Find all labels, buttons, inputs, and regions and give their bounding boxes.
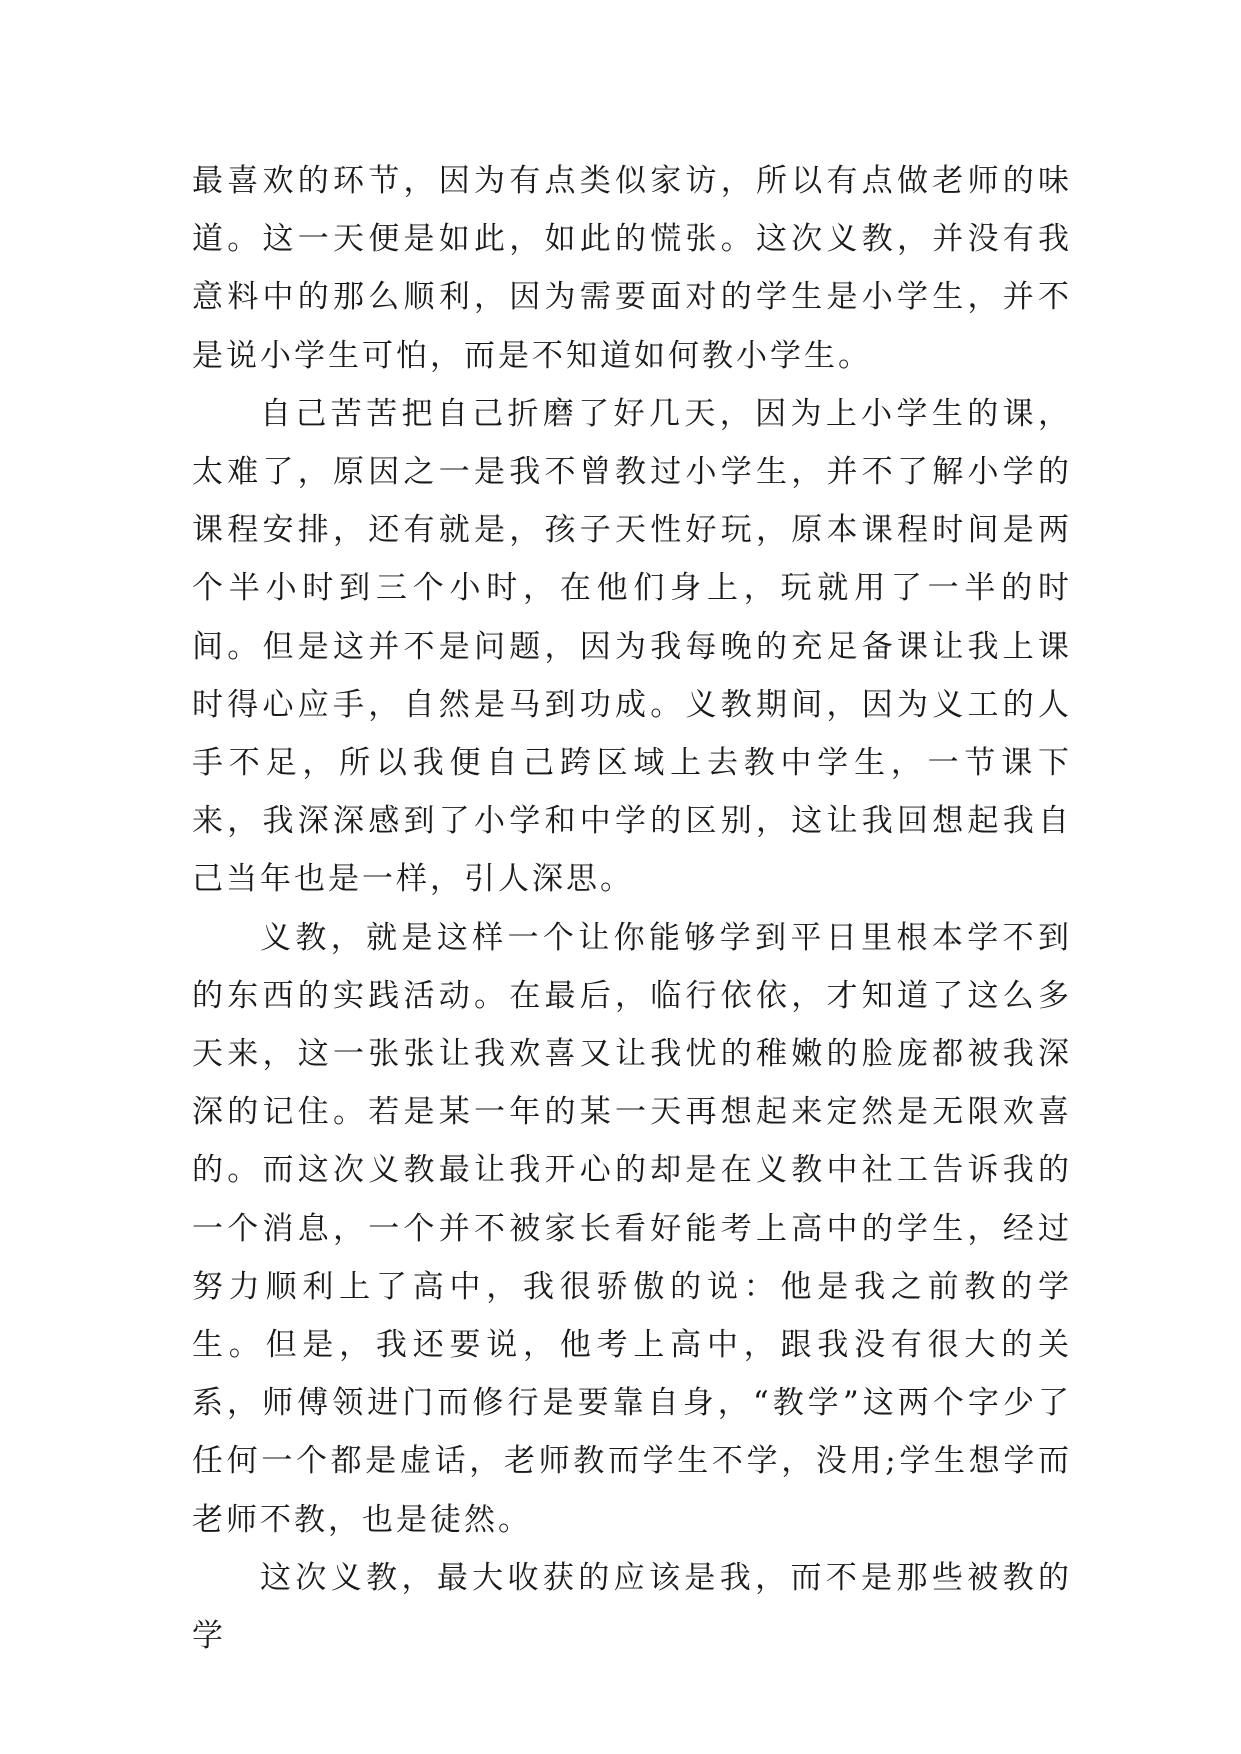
paragraph-2: 自己苦苦把自己折磨了好几天，因为上小学生的课，太难了，原因之一是我不曾教过小学生，并不了解小学的课程安排，还有就是，孩子天性好玩，原本课程时间是两个半小时到三个小时，在他们身上，玩就用了一半的时间。但是这并不是问题，因为我每晚的充足备课让我上课时得心应手，自然是马到功成。义教期间，因为义工的人手不足，所以我便自己跨区域上去教中学生，一节课下来，我深深感到了小学和中学的区别，这让我回想起我自己当年也是一样，引人深思。 bbox=[192, 395, 1072, 898]
paragraph-1: 最喜欢的环节，因为有点类似家访，所以有点做老师的味道。这一天便是如此，如此的慌张。这次义教，并没有我意料中的那么顺利，因为需要面对的学生是小学生，并不是说小学生可怕，而是不知道如何教小学生。 bbox=[192, 163, 1072, 374]
body-text bbox=[192, 152, 1072, 1665]
paragraph-4: 这次义教，最大收获的应该是我，而不是那些被教的学 bbox=[192, 1559, 1072, 1655]
paragraph-3: 义教，就是这样一个让你能够学到平日里根本学不到的东西的实践活动。在最后，临行依依，才知道了这么多天来，这一张张让我欢喜又让我忧的稚嫩的脸庞都被我深深的记住。若是某一年的某一天再想起来定然是无限欢喜的。而这次义教最让我开心的却是在义教中社工告诉我的一个消息，一个并不被家长看好能考上高中的学生，经过努力顺利上了高中，我很骄傲的说：他是我之前教的学生。但是，我还要说，他考上高中，跟我没有很大的关系，师傅领进门而修行是要靠自身，“教学”这两个字少了任何一个都是虚话，老师教而学生不学，没用;学生想学而老师不教，也是徒然。 bbox=[192, 919, 1072, 1538]
